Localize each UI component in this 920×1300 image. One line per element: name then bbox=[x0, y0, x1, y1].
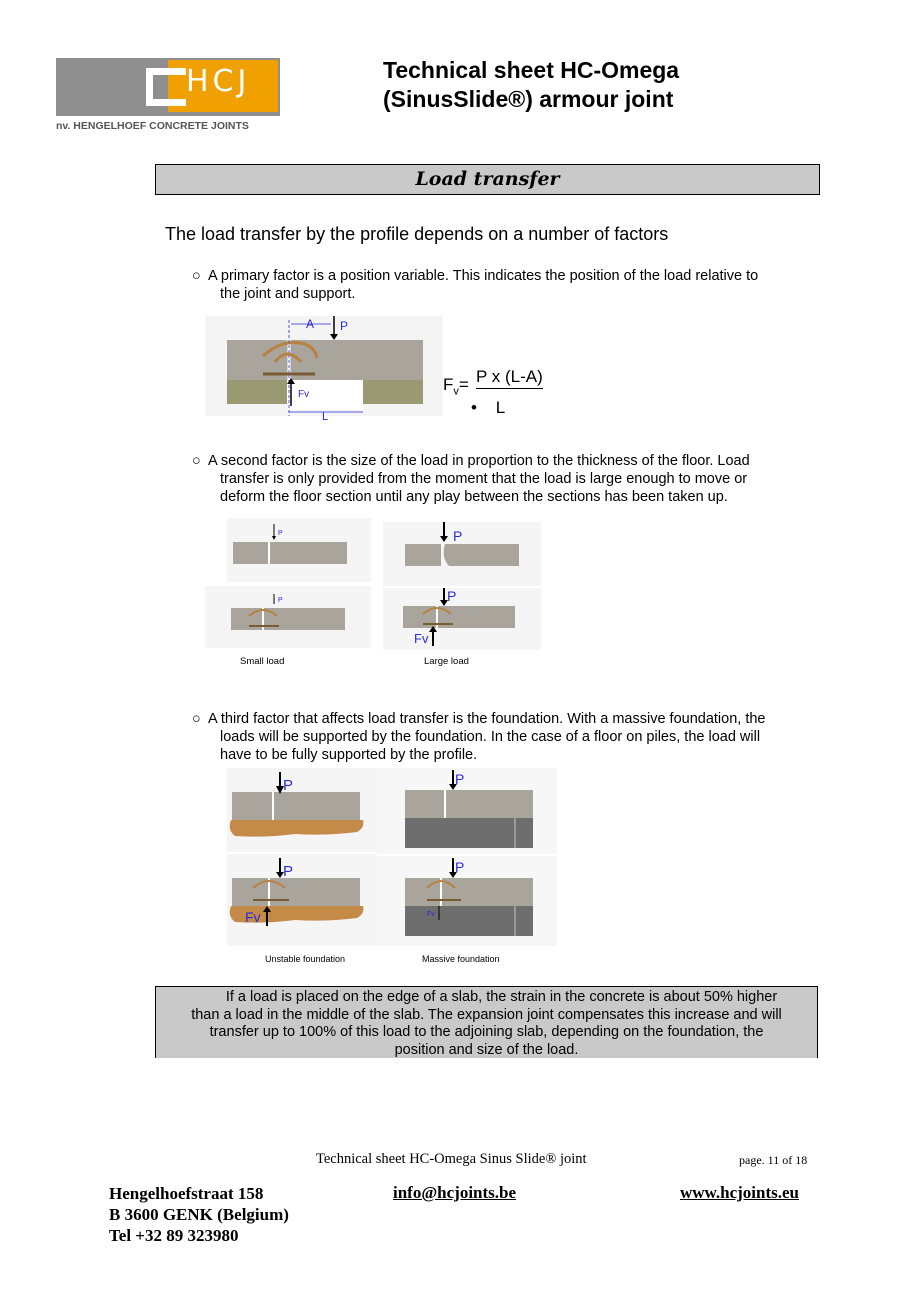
figure-load-size bbox=[205, 516, 550, 676]
label-p: P bbox=[340, 319, 349, 333]
formula-eq: = bbox=[458, 375, 469, 394]
label-p: P bbox=[455, 771, 465, 787]
bullet-marker: ○ bbox=[192, 268, 201, 284]
label-p: P bbox=[278, 530, 283, 537]
label-p: P bbox=[453, 528, 463, 544]
bullet-3 bbox=[192, 710, 812, 764]
label-p: P bbox=[278, 597, 283, 604]
note-line: If a load is placed on the edge of a slab, the strain in the concrete is about 50% higher bbox=[225, 989, 778, 1005]
logo-bracket-shape bbox=[146, 68, 186, 106]
label-p: P bbox=[447, 588, 457, 604]
slab bbox=[405, 878, 533, 906]
label-fv: Fv bbox=[298, 389, 310, 400]
logo-subtitle: nv. HENGELHOEF CONCRETE JOINTS bbox=[56, 120, 249, 132]
formula-l: L bbox=[495, 398, 506, 417]
caption-massive-foundation: Massive foundation bbox=[422, 954, 500, 964]
company-logo bbox=[56, 58, 284, 134]
page-title bbox=[383, 56, 679, 114]
slab bbox=[232, 792, 360, 820]
title-line-2: (SinusSlide®) armour joint bbox=[383, 86, 674, 112]
formula-f: F bbox=[443, 375, 454, 394]
bullet-line: A second factor is the size of the load in proportion to the thickness of the floor. Load bbox=[208, 453, 750, 469]
title-line-1: Technical sheet HC-Omega bbox=[383, 57, 680, 83]
phone-number: Tel +32 89 323980 bbox=[109, 1226, 239, 1245]
bullet-line: have to be fully supported by the profile. bbox=[220, 747, 478, 763]
bullet-line: deform the floor section until any play between the sections has been taken up. bbox=[220, 489, 728, 505]
section-heading-box bbox=[155, 164, 820, 195]
label-l: L bbox=[322, 411, 329, 421]
bullet-marker: ○ bbox=[192, 711, 201, 727]
formula-numerator: P x (L-A) bbox=[476, 367, 543, 389]
label-fv: Fv bbox=[245, 909, 261, 925]
footer-sheet-name: Technical sheet HC-Omega Sinus Slide® joint bbox=[316, 1151, 587, 1167]
intro-text: The load transfer by the profile depends on a number of factors bbox=[165, 224, 669, 244]
logo-text: HCJ bbox=[186, 64, 251, 99]
formula-sub: v bbox=[453, 385, 459, 398]
formula-denominator bbox=[471, 398, 505, 418]
address-line-1: Hengelhoefstraat 158 bbox=[109, 1184, 264, 1203]
bullet-line: A third factor that affects load transfer is the foundation. With a massive foundation, the bbox=[208, 711, 766, 727]
section-heading: Load transfer bbox=[415, 168, 560, 190]
figure-foundation bbox=[205, 764, 565, 969]
website-link[interactable]: www.hcjoints.eu bbox=[680, 1183, 800, 1202]
email-link[interactable]: info@hcjoints.be bbox=[393, 1183, 517, 1202]
slab-deformed bbox=[444, 544, 519, 566]
support-left bbox=[227, 380, 287, 404]
bullet-line: the joint and support. bbox=[220, 286, 356, 302]
label-p: P bbox=[283, 863, 294, 880]
slab bbox=[405, 544, 441, 566]
slab bbox=[403, 606, 515, 628]
slab bbox=[232, 878, 360, 906]
foundation bbox=[405, 906, 533, 936]
slab bbox=[231, 608, 345, 630]
label-p: P bbox=[283, 777, 294, 794]
address-line-2: B 3600 GENK (Belgium) bbox=[109, 1205, 289, 1224]
bullet-line: A primary factor is a position variable. This indicates the position of the load relative to bbox=[208, 268, 759, 284]
page-number: page. 11 of 18 bbox=[739, 1153, 808, 1167]
caption-large-load: Large load bbox=[424, 656, 469, 667]
label-a: A bbox=[306, 317, 315, 331]
caption-unstable-foundation: Unstable foundation bbox=[265, 954, 346, 964]
label-fv: Fv bbox=[414, 631, 429, 646]
slab bbox=[405, 790, 533, 818]
bullet-1 bbox=[192, 267, 812, 303]
formula-bullet: • bbox=[471, 398, 477, 417]
note-box bbox=[155, 986, 818, 1058]
bullet-2 bbox=[192, 452, 812, 506]
slab bbox=[233, 542, 347, 564]
note-line: transfer up to 100% of this load to the adjoining slab, depending on the foundation, the bbox=[209, 1024, 764, 1040]
note-line: than a load in the middle of the slab. The expansion joint compensates this increase and will bbox=[191, 1006, 782, 1023]
label-p: P bbox=[455, 859, 465, 875]
note-line: position and size of the load. bbox=[394, 1041, 579, 1058]
support-right bbox=[363, 380, 423, 404]
label-fv: Fv bbox=[427, 911, 435, 918]
concrete-slab bbox=[227, 340, 423, 380]
bullet-marker: ○ bbox=[192, 453, 201, 469]
footer-address bbox=[109, 1183, 289, 1246]
foundation bbox=[405, 818, 533, 848]
bullet-line: transfer is only provided from the moment that the load is large enough to move or bbox=[220, 471, 748, 487]
bullet-line: loads will be supported by the foundation. In the case of a floor on piles, the load will bbox=[220, 729, 761, 745]
formula-lhs bbox=[443, 375, 469, 397]
caption-small-load: Small load bbox=[240, 656, 285, 667]
